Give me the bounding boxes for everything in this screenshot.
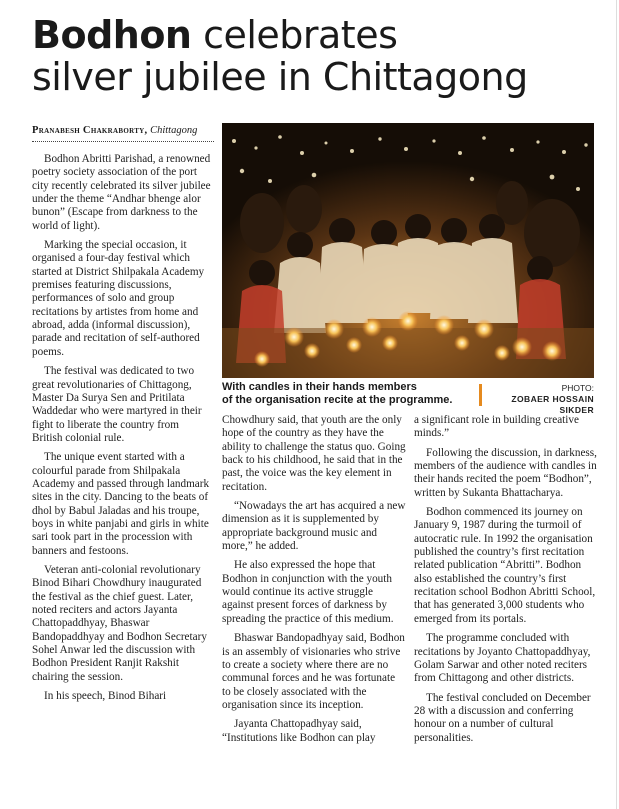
byline-name: Pranabesh Chakraborty, — [32, 125, 148, 136]
paragraph: “Nowadays the art has acquired a new dimension as it is supplemented by appropriate background music and more,” he added. — [222, 500, 406, 553]
headline-bold: Bodhon — [32, 13, 192, 57]
paragraph: The unique event started with a colourful parade from Shilpakala Academy and passed through landmark sites in the city. Dancing to the beats of dhol by Babul Jaladas and his troupe, boys in white panjabi and girls in white sari took part in the procession with banners and festoons. — [32, 451, 210, 557]
headline-rest: celebrates — [191, 13, 398, 57]
headline — [32, 14, 612, 98]
candle-vigil-photo — [222, 123, 594, 378]
photo-caption — [222, 381, 472, 407]
paragraph: Jayanta Chattopadhyay said, “Institutions like Bodhon can play — [222, 718, 376, 744]
article-photo — [222, 123, 594, 378]
paragraph: The festival concluded on December 28 with a discussion and conferring honour on a number of cultural personalities. — [414, 691, 591, 744]
paragraph: a significant role in building creative minds.” — [414, 414, 579, 440]
byline-place: Chittagong — [150, 125, 198, 136]
caption-line-1: With candles in their hands members — [222, 381, 417, 393]
column-1 — [32, 153, 212, 809]
paragraph: The festival was dedicated to two great revolutionaries of Chittagong, Master Da Surya Sen and Pritilata Waddedar who were martyred in their fight to liberate the country from British colonial rule. — [32, 365, 202, 444]
page-edge-rule — [616, 0, 617, 809]
credit-label: PHOTO: — [561, 383, 594, 393]
headline-line2: silver jubilee in Chittagong — [32, 55, 528, 99]
credit-accent-bar — [479, 384, 482, 406]
byline-divider — [32, 141, 214, 142]
credit-name: ZOBAER HOSSAIN SIKDER — [511, 394, 594, 415]
byline — [32, 124, 216, 137]
paragraph: Veteran anti-colonial revolutionary Binod Bihari Chowdhury inaugurated the festival as the chief guest. Later, noted reciters and actors Jayanta Chattopaddhyay, Bhaswar Bandopaddhyay and Bodhon Secretary Sohel Anwar led the discussion with Bodhon President Ranjit Rakshit chairing the session. — [32, 563, 207, 683]
paragraph: The programme concluded with recitations by Joyanto Chattopaddhyay, Golam Sarwar and other noted reciters from Chittagong and other districts. — [414, 632, 591, 685]
photo-credit — [486, 383, 594, 416]
paragraph: Bodhon commenced its journey on January 9, 1987 during the turmoil of autocratic rule. In 1992 the organisation published the country’s first recitation related publication “Abritti”. Bodhon also established the country’s first recitation school Bodhon Abritti School, that has generated 3,000 students who emerged from its portals. — [414, 506, 596, 625]
paragraph: Marking the special occasion, it organised a four-day festival which started at District Shilpakala Academy premises featuring discussions, performances of solo and group recitations by artistes from home and abroad, adda (informal discussion), parade and recitation of self-authored poems. — [32, 239, 205, 358]
paragraph: Following the discussion, in darkness, members of the audience with candles in their hands recited the poem “Bodhon”, written by Sukanta Bhattacharya. — [414, 446, 597, 499]
column-2 — [222, 414, 406, 809]
paragraph: Chowdhury said, that youth are the only hope of the country as they have the ability to challenge the status quo. Going back to his childhood, he said that in the past, the voice was the key element in recitation. — [222, 414, 406, 493]
paragraph: He also expressed the hope that Bodhon in conjunction with the youth would continue its active struggle against present forces of darkness by spreading the practice of this medium. — [222, 559, 394, 625]
paragraph: Bodhon Abritti Parishad, a renowned poetry society association of the port city recently celebrated its silver jubilee under the theme “Andhar bhenge alor bunon” (Escape from darkness to the world of light). — [32, 153, 211, 232]
caption-line-2: of the organisation recite at the programme. — [222, 394, 453, 406]
paragraph: In his speech, Binod Bihari — [44, 690, 167, 703]
paragraph: Bhaswar Bandopadhyay said, Bodhon is an assembly of visionaries who strive to create a society where there are no communal forces and he was fortunate to be closely associated with the organisation since its inception. — [222, 632, 405, 711]
column-3 — [414, 414, 598, 809]
